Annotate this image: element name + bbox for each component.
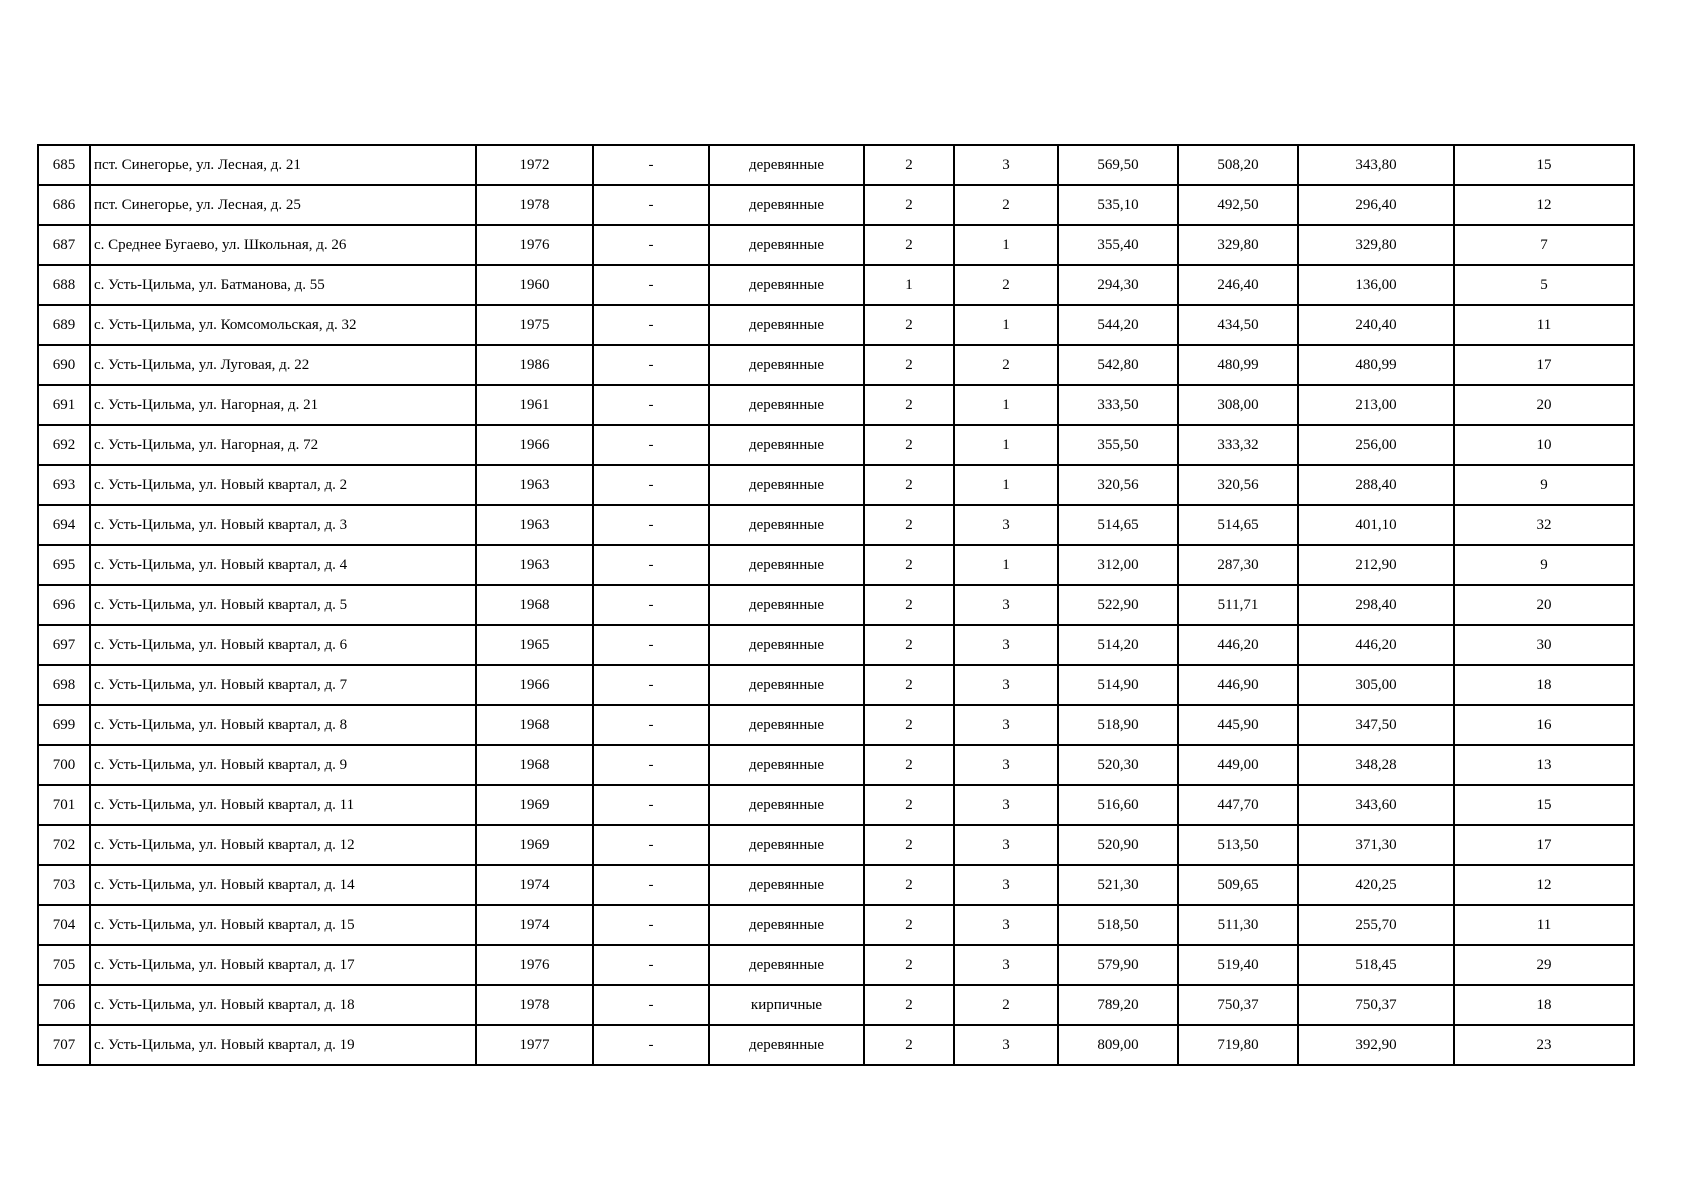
- total-area-cell: 522,90: [1058, 585, 1178, 625]
- dash-cell: -: [593, 865, 709, 905]
- floors-cell: 2: [864, 465, 954, 505]
- premises-area-cell: 434,50: [1178, 305, 1298, 345]
- row-number-cell: 697: [38, 625, 90, 665]
- total-area-cell: 520,30: [1058, 745, 1178, 785]
- floors-cell: 2: [864, 745, 954, 785]
- address-cell: с. Усть-Цильма, ул. Батманова, д. 55: [90, 265, 476, 305]
- residents-cell: 23: [1454, 1025, 1634, 1065]
- build-year-cell: 1961: [476, 385, 593, 425]
- wall-material-cell: деревянные: [709, 585, 864, 625]
- dash-cell: -: [593, 185, 709, 225]
- build-year-cell: 1986: [476, 345, 593, 385]
- row-number-cell: 692: [38, 425, 90, 465]
- living-area-cell: 347,50: [1298, 705, 1454, 745]
- residents-cell: 30: [1454, 625, 1634, 665]
- address-cell: с. Усть-Цильма, ул. Новый квартал, д. 3: [90, 505, 476, 545]
- total-area-cell: 789,20: [1058, 985, 1178, 1025]
- living-area-cell: 480,99: [1298, 345, 1454, 385]
- dash-cell: -: [593, 745, 709, 785]
- dash-cell: -: [593, 305, 709, 345]
- address-cell: с. Усть-Цильма, ул. Новый квартал, д. 8: [90, 705, 476, 745]
- address-cell: с. Усть-Цильма, ул. Новый квартал, д. 6: [90, 625, 476, 665]
- table-row: [38, 985, 1634, 1025]
- table-row: [38, 705, 1634, 745]
- build-year-cell: 1969: [476, 785, 593, 825]
- table-row: [38, 265, 1634, 305]
- premises-area-cell: 511,71: [1178, 585, 1298, 625]
- row-number-cell: 689: [38, 305, 90, 345]
- address-cell: с. Усть-Цильма, ул. Новый квартал, д. 14: [90, 865, 476, 905]
- total-area-cell: 355,50: [1058, 425, 1178, 465]
- floors-cell: 2: [864, 185, 954, 225]
- wall-material-cell: деревянные: [709, 825, 864, 865]
- residents-cell: 12: [1454, 865, 1634, 905]
- entrances-cell: 2: [954, 985, 1058, 1025]
- dash-cell: -: [593, 545, 709, 585]
- wall-material-cell: деревянные: [709, 545, 864, 585]
- table-row: [38, 385, 1634, 425]
- address-cell: пст. Синегорье, ул. Лесная, д. 25: [90, 185, 476, 225]
- build-year-cell: 1974: [476, 905, 593, 945]
- wall-material-cell: деревянные: [709, 745, 864, 785]
- residents-cell: 11: [1454, 305, 1634, 345]
- premises-area-cell: 449,00: [1178, 745, 1298, 785]
- premises-area-cell: 719,80: [1178, 1025, 1298, 1065]
- dash-cell: -: [593, 905, 709, 945]
- housing-registry-table: [37, 144, 1635, 1066]
- residents-cell: 15: [1454, 145, 1634, 185]
- residents-cell: 13: [1454, 745, 1634, 785]
- entrances-cell: 3: [954, 625, 1058, 665]
- address-cell: с. Усть-Цильма, ул. Новый квартал, д. 7: [90, 665, 476, 705]
- build-year-cell: 1976: [476, 225, 593, 265]
- wall-material-cell: деревянные: [709, 465, 864, 505]
- wall-material-cell: деревянные: [709, 305, 864, 345]
- table-row: [38, 465, 1634, 505]
- living-area-cell: 329,80: [1298, 225, 1454, 265]
- premises-area-cell: 287,30: [1178, 545, 1298, 585]
- row-number-cell: 705: [38, 945, 90, 985]
- address-cell: с. Усть-Цильма, ул. Нагорная, д. 21: [90, 385, 476, 425]
- premises-area-cell: 246,40: [1178, 265, 1298, 305]
- entrances-cell: 1: [954, 465, 1058, 505]
- entrances-cell: 3: [954, 825, 1058, 865]
- row-number-cell: 699: [38, 705, 90, 745]
- wall-material-cell: деревянные: [709, 385, 864, 425]
- living-area-cell: 392,90: [1298, 1025, 1454, 1065]
- table-row: [38, 745, 1634, 785]
- row-number-cell: 707: [38, 1025, 90, 1065]
- table-row: [38, 185, 1634, 225]
- living-area-cell: 213,00: [1298, 385, 1454, 425]
- entrances-cell: 1: [954, 385, 1058, 425]
- dash-cell: -: [593, 145, 709, 185]
- wall-material-cell: деревянные: [709, 145, 864, 185]
- row-number-cell: 694: [38, 505, 90, 545]
- dash-cell: -: [593, 465, 709, 505]
- living-area-cell: 298,40: [1298, 585, 1454, 625]
- residents-cell: 5: [1454, 265, 1634, 305]
- floors-cell: 2: [864, 945, 954, 985]
- table-row: [38, 345, 1634, 385]
- address-cell: с. Усть-Цильма, ул. Новый квартал, д. 19: [90, 1025, 476, 1065]
- residents-cell: 20: [1454, 585, 1634, 625]
- entrances-cell: 1: [954, 545, 1058, 585]
- table-row: [38, 425, 1634, 465]
- total-area-cell: 521,30: [1058, 865, 1178, 905]
- dash-cell: -: [593, 345, 709, 385]
- table-row: [38, 545, 1634, 585]
- build-year-cell: 1963: [476, 505, 593, 545]
- total-area-cell: 320,56: [1058, 465, 1178, 505]
- floors-cell: 2: [864, 785, 954, 825]
- dash-cell: -: [593, 585, 709, 625]
- wall-material-cell: деревянные: [709, 785, 864, 825]
- row-number-cell: 703: [38, 865, 90, 905]
- premises-area-cell: 519,40: [1178, 945, 1298, 985]
- build-year-cell: 1974: [476, 865, 593, 905]
- floors-cell: 2: [864, 385, 954, 425]
- premises-area-cell: 480,99: [1178, 345, 1298, 385]
- wall-material-cell: деревянные: [709, 425, 864, 465]
- residents-cell: 11: [1454, 905, 1634, 945]
- residents-cell: 9: [1454, 465, 1634, 505]
- residents-cell: 12: [1454, 185, 1634, 225]
- total-area-cell: 518,50: [1058, 905, 1178, 945]
- address-cell: с. Усть-Цильма, ул. Новый квартал, д. 5: [90, 585, 476, 625]
- living-area-cell: 401,10: [1298, 505, 1454, 545]
- dash-cell: -: [593, 985, 709, 1025]
- floors-cell: 2: [864, 865, 954, 905]
- living-area-cell: 343,60: [1298, 785, 1454, 825]
- entrances-cell: 3: [954, 145, 1058, 185]
- total-area-cell: 518,90: [1058, 705, 1178, 745]
- row-number-cell: 686: [38, 185, 90, 225]
- table-row: [38, 625, 1634, 665]
- build-year-cell: 1969: [476, 825, 593, 865]
- wall-material-cell: деревянные: [709, 705, 864, 745]
- build-year-cell: 1976: [476, 945, 593, 985]
- table-row: [38, 865, 1634, 905]
- floors-cell: 2: [864, 345, 954, 385]
- wall-material-cell: деревянные: [709, 1025, 864, 1065]
- premises-area-cell: 445,90: [1178, 705, 1298, 745]
- build-year-cell: 1978: [476, 985, 593, 1025]
- wall-material-cell: деревянные: [709, 505, 864, 545]
- floors-cell: 2: [864, 665, 954, 705]
- total-area-cell: 294,30: [1058, 265, 1178, 305]
- row-number-cell: 690: [38, 345, 90, 385]
- dash-cell: -: [593, 625, 709, 665]
- address-cell: с. Усть-Цильма, ул. Луговая, д. 22: [90, 345, 476, 385]
- premises-area-cell: 333,32: [1178, 425, 1298, 465]
- premises-area-cell: 329,80: [1178, 225, 1298, 265]
- floors-cell: 2: [864, 705, 954, 745]
- entrances-cell: 1: [954, 425, 1058, 465]
- entrances-cell: 3: [954, 865, 1058, 905]
- address-cell: с. Усть-Цильма, ул. Новый квартал, д. 4: [90, 545, 476, 585]
- floors-cell: 2: [864, 985, 954, 1025]
- residents-cell: 18: [1454, 985, 1634, 1025]
- living-area-cell: 371,30: [1298, 825, 1454, 865]
- floors-cell: 2: [864, 145, 954, 185]
- floors-cell: 2: [864, 905, 954, 945]
- entrances-cell: 2: [954, 345, 1058, 385]
- residents-cell: 16: [1454, 705, 1634, 745]
- premises-area-cell: 446,20: [1178, 625, 1298, 665]
- floors-cell: 2: [864, 305, 954, 345]
- wall-material-cell: деревянные: [709, 865, 864, 905]
- entrances-cell: 2: [954, 185, 1058, 225]
- floors-cell: 2: [864, 585, 954, 625]
- dash-cell: -: [593, 785, 709, 825]
- entrances-cell: 3: [954, 905, 1058, 945]
- living-area-cell: 446,20: [1298, 625, 1454, 665]
- entrances-cell: 3: [954, 945, 1058, 985]
- build-year-cell: 1966: [476, 665, 593, 705]
- build-year-cell: 1968: [476, 745, 593, 785]
- residents-cell: 17: [1454, 825, 1634, 865]
- build-year-cell: 1966: [476, 425, 593, 465]
- build-year-cell: 1972: [476, 145, 593, 185]
- table-body: [38, 145, 1634, 1065]
- table-row: [38, 825, 1634, 865]
- living-area-cell: 240,40: [1298, 305, 1454, 345]
- dash-cell: -: [593, 425, 709, 465]
- address-cell: с. Усть-Цильма, ул. Новый квартал, д. 2: [90, 465, 476, 505]
- row-number-cell: 706: [38, 985, 90, 1025]
- wall-material-cell: деревянные: [709, 185, 864, 225]
- address-cell: с. Усть-Цильма, ул. Новый квартал, д. 15: [90, 905, 476, 945]
- total-area-cell: 514,90: [1058, 665, 1178, 705]
- floors-cell: 2: [864, 625, 954, 665]
- table-row: [38, 905, 1634, 945]
- living-area-cell: 296,40: [1298, 185, 1454, 225]
- premises-area-cell: 514,65: [1178, 505, 1298, 545]
- floors-cell: 2: [864, 225, 954, 265]
- build-year-cell: 1977: [476, 1025, 593, 1065]
- build-year-cell: 1978: [476, 185, 593, 225]
- total-area-cell: 333,50: [1058, 385, 1178, 425]
- dash-cell: -: [593, 1025, 709, 1065]
- build-year-cell: 1963: [476, 465, 593, 505]
- residents-cell: 15: [1454, 785, 1634, 825]
- entrances-cell: 3: [954, 705, 1058, 745]
- table-row: [38, 145, 1634, 185]
- floors-cell: 2: [864, 545, 954, 585]
- address-cell: с. Усть-Цильма, ул. Новый квартал, д. 11: [90, 785, 476, 825]
- floors-cell: 2: [864, 505, 954, 545]
- total-area-cell: 514,20: [1058, 625, 1178, 665]
- build-year-cell: 1975: [476, 305, 593, 345]
- premises-area-cell: 509,65: [1178, 865, 1298, 905]
- residents-cell: 32: [1454, 505, 1634, 545]
- table-row: [38, 585, 1634, 625]
- table-row: [38, 225, 1634, 265]
- entrances-cell: 3: [954, 505, 1058, 545]
- entrances-cell: 1: [954, 225, 1058, 265]
- entrances-cell: 2: [954, 265, 1058, 305]
- address-cell: с. Усть-Цильма, ул. Новый квартал, д. 9: [90, 745, 476, 785]
- total-area-cell: 569,50: [1058, 145, 1178, 185]
- row-number-cell: 695: [38, 545, 90, 585]
- wall-material-cell: кирпичные: [709, 985, 864, 1025]
- premises-area-cell: 446,90: [1178, 665, 1298, 705]
- row-number-cell: 704: [38, 905, 90, 945]
- floors-cell: 2: [864, 825, 954, 865]
- floors-cell: 2: [864, 425, 954, 465]
- total-area-cell: 579,90: [1058, 945, 1178, 985]
- residents-cell: 20: [1454, 385, 1634, 425]
- premises-area-cell: 447,70: [1178, 785, 1298, 825]
- address-cell: пст. Синегорье, ул. Лесная, д. 21: [90, 145, 476, 185]
- living-area-cell: 348,28: [1298, 745, 1454, 785]
- premises-area-cell: 320,56: [1178, 465, 1298, 505]
- address-cell: с. Усть-Цильма, ул. Новый квартал, д. 12: [90, 825, 476, 865]
- premises-area-cell: 511,30: [1178, 905, 1298, 945]
- premises-area-cell: 308,00: [1178, 385, 1298, 425]
- wall-material-cell: деревянные: [709, 345, 864, 385]
- dash-cell: -: [593, 265, 709, 305]
- living-area-cell: 343,80: [1298, 145, 1454, 185]
- dash-cell: -: [593, 705, 709, 745]
- residents-cell: 9: [1454, 545, 1634, 585]
- residents-cell: 29: [1454, 945, 1634, 985]
- premises-area-cell: 508,20: [1178, 145, 1298, 185]
- entrances-cell: 3: [954, 665, 1058, 705]
- row-number-cell: 691: [38, 385, 90, 425]
- table-row: [38, 1025, 1634, 1065]
- wall-material-cell: деревянные: [709, 665, 864, 705]
- address-cell: с. Усть-Цильма, ул. Новый квартал, д. 17: [90, 945, 476, 985]
- build-year-cell: 1960: [476, 265, 593, 305]
- row-number-cell: 701: [38, 785, 90, 825]
- living-area-cell: 256,00: [1298, 425, 1454, 465]
- premises-area-cell: 513,50: [1178, 825, 1298, 865]
- premises-area-cell: 492,50: [1178, 185, 1298, 225]
- entrances-cell: 1: [954, 305, 1058, 345]
- living-area-cell: 212,90: [1298, 545, 1454, 585]
- address-cell: с. Усть-Цильма, ул. Нагорная, д. 72: [90, 425, 476, 465]
- row-number-cell: 696: [38, 585, 90, 625]
- entrances-cell: 3: [954, 585, 1058, 625]
- address-cell: с. Усть-Цильма, ул. Новый квартал, д. 18: [90, 985, 476, 1025]
- row-number-cell: 693: [38, 465, 90, 505]
- residents-cell: 17: [1454, 345, 1634, 385]
- total-area-cell: 514,65: [1058, 505, 1178, 545]
- table-row: [38, 305, 1634, 345]
- dash-cell: -: [593, 505, 709, 545]
- total-area-cell: 809,00: [1058, 1025, 1178, 1065]
- row-number-cell: 687: [38, 225, 90, 265]
- total-area-cell: 355,40: [1058, 225, 1178, 265]
- dash-cell: -: [593, 945, 709, 985]
- dash-cell: -: [593, 825, 709, 865]
- table-row: [38, 505, 1634, 545]
- dash-cell: -: [593, 665, 709, 705]
- wall-material-cell: деревянные: [709, 225, 864, 265]
- build-year-cell: 1965: [476, 625, 593, 665]
- wall-material-cell: деревянные: [709, 265, 864, 305]
- table-row: [38, 785, 1634, 825]
- build-year-cell: 1968: [476, 585, 593, 625]
- address-cell: с. Усть-Цильма, ул. Комсомольская, д. 32: [90, 305, 476, 345]
- table-row: [38, 945, 1634, 985]
- row-number-cell: 685: [38, 145, 90, 185]
- entrances-cell: 3: [954, 745, 1058, 785]
- living-area-cell: 288,40: [1298, 465, 1454, 505]
- build-year-cell: 1963: [476, 545, 593, 585]
- total-area-cell: 535,10: [1058, 185, 1178, 225]
- total-area-cell: 312,00: [1058, 545, 1178, 585]
- residents-cell: 7: [1454, 225, 1634, 265]
- living-area-cell: 305,00: [1298, 665, 1454, 705]
- wall-material-cell: деревянные: [709, 945, 864, 985]
- floors-cell: 2: [864, 1025, 954, 1065]
- dash-cell: -: [593, 225, 709, 265]
- living-area-cell: 255,70: [1298, 905, 1454, 945]
- build-year-cell: 1968: [476, 705, 593, 745]
- entrances-cell: 3: [954, 785, 1058, 825]
- address-cell: с. Среднее Бугаево, ул. Школьная, д. 26: [90, 225, 476, 265]
- entrances-cell: 3: [954, 1025, 1058, 1065]
- table-row: [38, 665, 1634, 705]
- row-number-cell: 702: [38, 825, 90, 865]
- dash-cell: -: [593, 385, 709, 425]
- premises-area-cell: 750,37: [1178, 985, 1298, 1025]
- row-number-cell: 698: [38, 665, 90, 705]
- wall-material-cell: деревянные: [709, 905, 864, 945]
- residents-cell: 10: [1454, 425, 1634, 465]
- living-area-cell: 518,45: [1298, 945, 1454, 985]
- total-area-cell: 544,20: [1058, 305, 1178, 345]
- living-area-cell: 420,25: [1298, 865, 1454, 905]
- row-number-cell: 688: [38, 265, 90, 305]
- total-area-cell: 542,80: [1058, 345, 1178, 385]
- wall-material-cell: деревянные: [709, 625, 864, 665]
- living-area-cell: 136,00: [1298, 265, 1454, 305]
- floors-cell: 1: [864, 265, 954, 305]
- total-area-cell: 520,90: [1058, 825, 1178, 865]
- living-area-cell: 750,37: [1298, 985, 1454, 1025]
- row-number-cell: 700: [38, 745, 90, 785]
- total-area-cell: 516,60: [1058, 785, 1178, 825]
- residents-cell: 18: [1454, 665, 1634, 705]
